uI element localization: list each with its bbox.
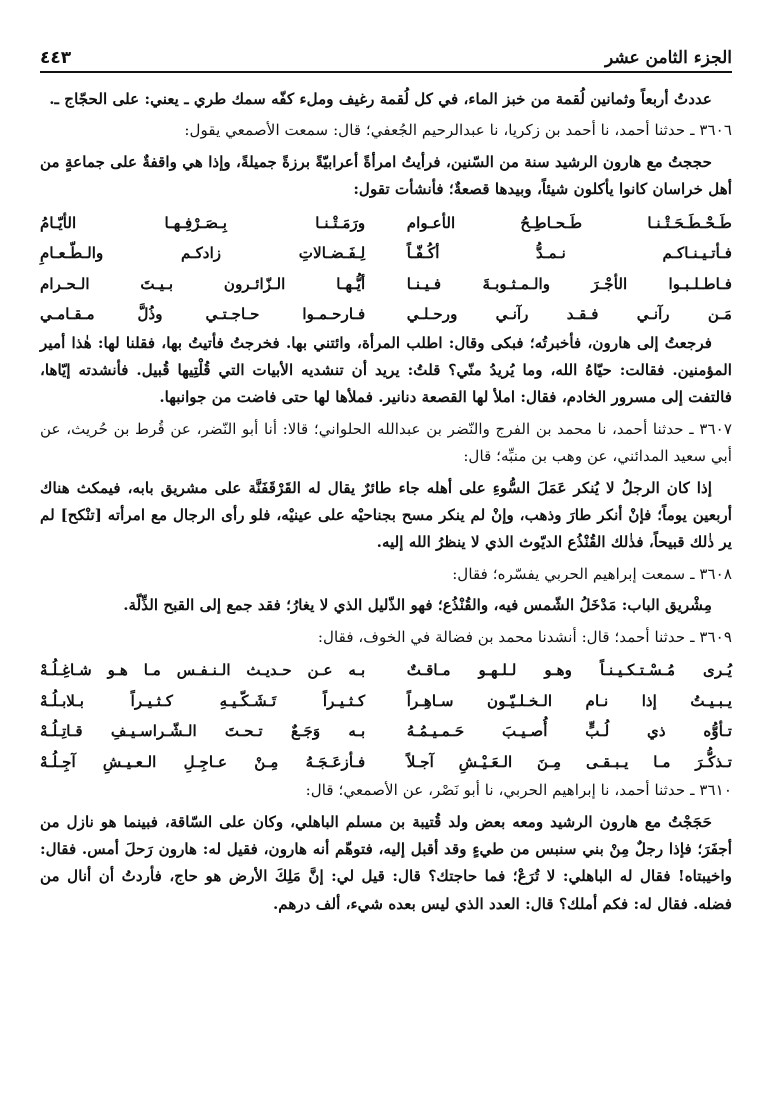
book-page [40, 38, 732, 1098]
verse-hemistich-left: فـأزعَـجَـهُ مِـنْ عـاجِـلِ الـعـيـشِ آجِـلُـهْ [40, 752, 366, 771]
verse-line [40, 716, 732, 747]
verse-hemistich-left: كـثـيـراً تَـشَـكّـيـهِ كـثـيـراً بـلابـلُـهْ [40, 691, 366, 710]
verse-hemistich-left: فـارحـمـوا حـاجـتـي وذُلَّ مـقـامـي [40, 305, 366, 324]
running-title: الجزء الثامن عشر [604, 48, 732, 68]
hadith-chain: ٣٦١٠ ـ حدثنا أحمد، نا إبراهيم الحربي، نا أبو نَصْر، عن الأصمعي؛ قال: [305, 781, 732, 800]
verse-hemistich-right: فـاطـلـبـوا الأجْـرَ والـمـثـوبـةَ فـيـنـا [406, 274, 732, 293]
verse-hemistich-left: بـه عـن حـديـث الـنـفـس مـا هـو شـاغِـلُـهْ [40, 661, 366, 680]
verse-line [40, 686, 732, 717]
verse-hemistich-right: طَـحْـطَـحَـتْـنـا طَـحـاطِـحُ الأعـوام [406, 213, 732, 232]
verse-line [40, 208, 732, 239]
page-header [40, 38, 732, 68]
verse-line [40, 747, 732, 778]
verse-hemistich-right: مَـن رآنـي فـقـد رآنـي ورحـلـي [406, 305, 732, 324]
hadith-chain: ٣٦٠٩ ـ حدثنا أحمد؛ قال: أنشدنا محمد بن فضالة في الخوف، فقال: [317, 627, 732, 646]
poem-block [40, 655, 732, 777]
verse-hemistich-left: ورَمَـتْـنـا بِـصَـرْفِـهـا الأيّـامُ [40, 213, 366, 232]
verse-hemistich-right: تـأوُّه ذي لُـبٍّ أُصـيـبَ حَـمـيـمُـهُ [406, 722, 732, 741]
paragraph: حَجَجْتُ مع هارون الرشيد ومعه بعض ولد قُتيبة بن مسلم الباهلي، وكان على السّاقة، فبينما هو نازل من أجفَرَ؛ فإذا رجلٌ مِنْ بني سنبس من طيءٍ وقد أقبل إليه، فتوهّم أنه هارون، فقيل له: هارون رَحلَ أمس. فقال: واخيبتاه! فقال له الباهلي: لا تُرَعْ؛ فما حاجتك؟ قال: قيل لي: إنَّ مَلِكَ الأرض هو حاج، فأردتُ أن أنال من فضله. فقال له: فكم أملك؟ قال: العدد الذي ليس بعده شيء، ألف درهم. [40, 812, 732, 913]
header-rule [40, 71, 732, 73]
paragraph: حججتُ مع هارون الرشيد سنة من السّنين، فرأيتُ امرأةً أعرابيّةً برزةً جميلةً، وإذا هي واقفةٌ على جماعةٍ من أهل خراسان كانوا يأكلون شيئاً، وبيدها قصعةٌ؛ فأنشأت تقول: [40, 152, 732, 199]
verse-line [40, 655, 732, 686]
verse-line [40, 269, 732, 300]
verse-hemistich-left: أيُّـهـا الـزّائـرون بـيـتَ الـحـرام [40, 274, 366, 293]
page-body [40, 86, 732, 922]
verse-hemistich-left: لِـفَـضـالاتِ زادكـم والـطّـعـامِ [40, 244, 366, 263]
verse-hemistich-left: بـه وَجَـعٌ تـحـتَ الـشّـراسـيـفِ قـاتِـلُـهْ [40, 722, 366, 741]
hadith-chain: ٣٦٠٨ ـ سمعت إبراهيم الحربي يفسّره؛ فقال: [452, 564, 732, 583]
verse-line [40, 238, 732, 269]
paragraph: فرجعتُ إلى هارون، فأخبرتُه؛ فبكى وقال: اطلب المرأة، وائتني بها. فخرجتُ فأتيتُ بها، فقلنا لها: هٰذا أمير المؤمنين. فقالت: حيّاهُ الله، وما يُريدُ منّي؟ قلتُ: يريد أن تنشديه الأبيات التي قُلْتِيها قُبيل. فأنشدته إيّاها، فالتفت إلى مسرور الخادم، فقال: املأ لها القصعة دنانير. فملأها لها حتى فاضت من جوانبها. [40, 333, 732, 407]
hadith-chain: ٣٦٠٧ ـ حدثنا أحمد، نا محمد بن الفرج والنّضر بن عبدالله الحلواني؛ قالا: أنا أبو النّضر، عن قُرط بن حُريث، عن أبي سعيد المدائني، عن وهب بن منبِّه؛ قال: [40, 419, 732, 466]
paragraph: مِشْريق الباب: مَدْخَلُ الشّمس فيه، والقُنْذُع؛ فهو الذّليل الذي لا يغارُ؛ فقد جمع إلى القبح الذِّلّة. [123, 596, 712, 615]
verse-hemistich-right: يُـرى مُـسْـتـكـيـنـاً وهـو لـلـهـو مـاقـتٌ [406, 661, 732, 680]
paragraph: عددتُ أربعاً وثمانين لُقمة من خبز الماء، في كل لُقمة رغيف وملء كفّه سمك طري ـ يعني: على الحجّاج ـ. [49, 90, 712, 108]
verse-hemistich-right: يـبـيـتُ إذا نـام الـخـلـيّـون سـاهِـراً [406, 691, 732, 710]
verse-line [40, 299, 732, 330]
paragraph: إذا كان الرجلُ لا يُنكر عَمَلَ السُّوءِ على أهله جاء طائرٌ يقال له القَرْقَفَنَّة على مشريق بابه، فيمكث هناك أربعين يوماً؛ فإنْ أنكر طارَ وذهب، وإنْ لم ينكر مسح بجناحيْه على عينيْه، فلو رأى الرجال مع امرأته [تنْكح] لم ير ذٰلك قبيحاً، فذٰلك القُنْذُع الديّوث الذي لا ينظرُ الله إليه. [40, 478, 732, 552]
hadith-chain: ٣٦٠٦ ـ حدثنا أحمد، نا أحمد بن زكريا، نا عبدالرحيم الجُعفي؛ قال: سمعت الأصمعي يقول: [184, 121, 732, 140]
poem-block [40, 208, 732, 330]
verse-hemistich-right: فـأتـيـنـاكـم نـمـدُّ أكُـفّـاً [406, 244, 732, 263]
page-number: ٤٤٣ [40, 48, 72, 68]
verse-hemistich-right: تـذكُّـرَ مـا يـبـقـى مِـنَ الـعَـيْـشِ آجـلاً [406, 752, 732, 771]
